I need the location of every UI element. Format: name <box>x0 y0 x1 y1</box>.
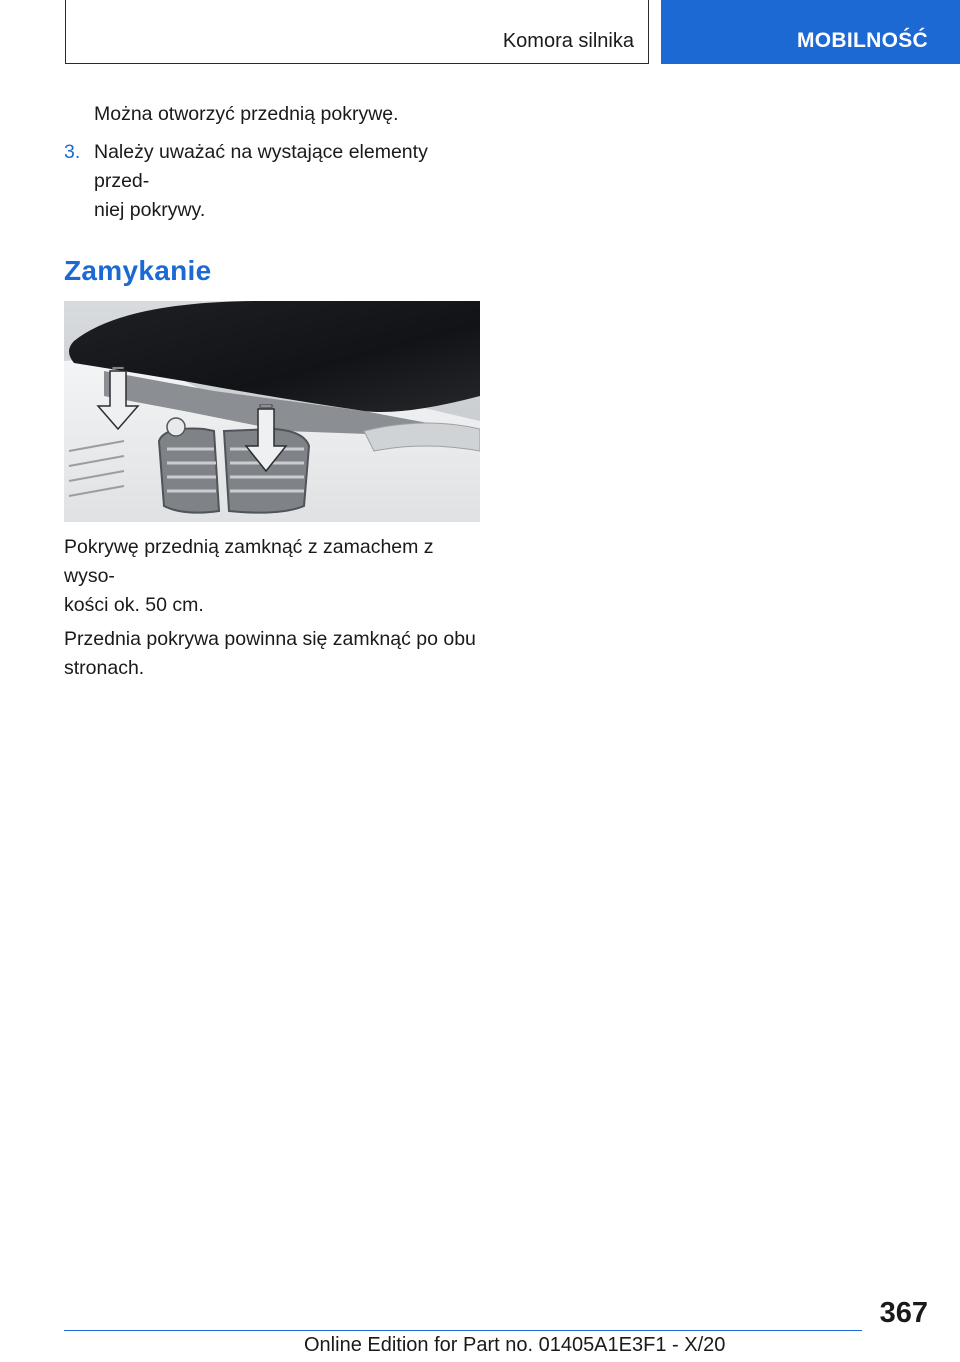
step-text-line1: Należy uważać na wystające elementy przed‐ <box>94 141 428 192</box>
para1-line2: kości ok. 50 cm. <box>64 594 204 616</box>
step-text-line2: niej pokrywy. <box>94 199 206 221</box>
edition-text: Online Edition for Part no. 01405A1E3F1 - X/20 <box>304 1334 726 1356</box>
step-text <box>94 138 484 225</box>
step-3 <box>64 138 484 225</box>
para2-line1: Przednia pokrywa powinna się zamknąć po obu <box>64 628 476 650</box>
para1-line1: Pokrywę przednią zamknąć z zamachem z wyso‐ <box>64 536 434 587</box>
section-title: Komora silnika <box>502 30 634 52</box>
paragraph-close-swing <box>64 533 484 620</box>
step-number: 3. <box>64 141 81 163</box>
car-hood-closing-illustration <box>64 301 480 522</box>
intro-paragraph <box>64 100 484 129</box>
section-heading: Zamykanie <box>64 255 212 286</box>
chapter-title: MOBILNOŚĆ <box>796 29 928 52</box>
page-content <box>64 100 484 688</box>
para2-line2: stronach. <box>64 657 145 679</box>
footer-divider <box>64 1330 862 1331</box>
chapter-tab <box>661 0 960 64</box>
page-number: 367 <box>879 1297 928 1329</box>
paragraph-both-sides <box>64 625 484 683</box>
intro-line: Można otworzyć przednią pokrywę. <box>94 103 399 125</box>
header-section-box <box>65 0 649 64</box>
